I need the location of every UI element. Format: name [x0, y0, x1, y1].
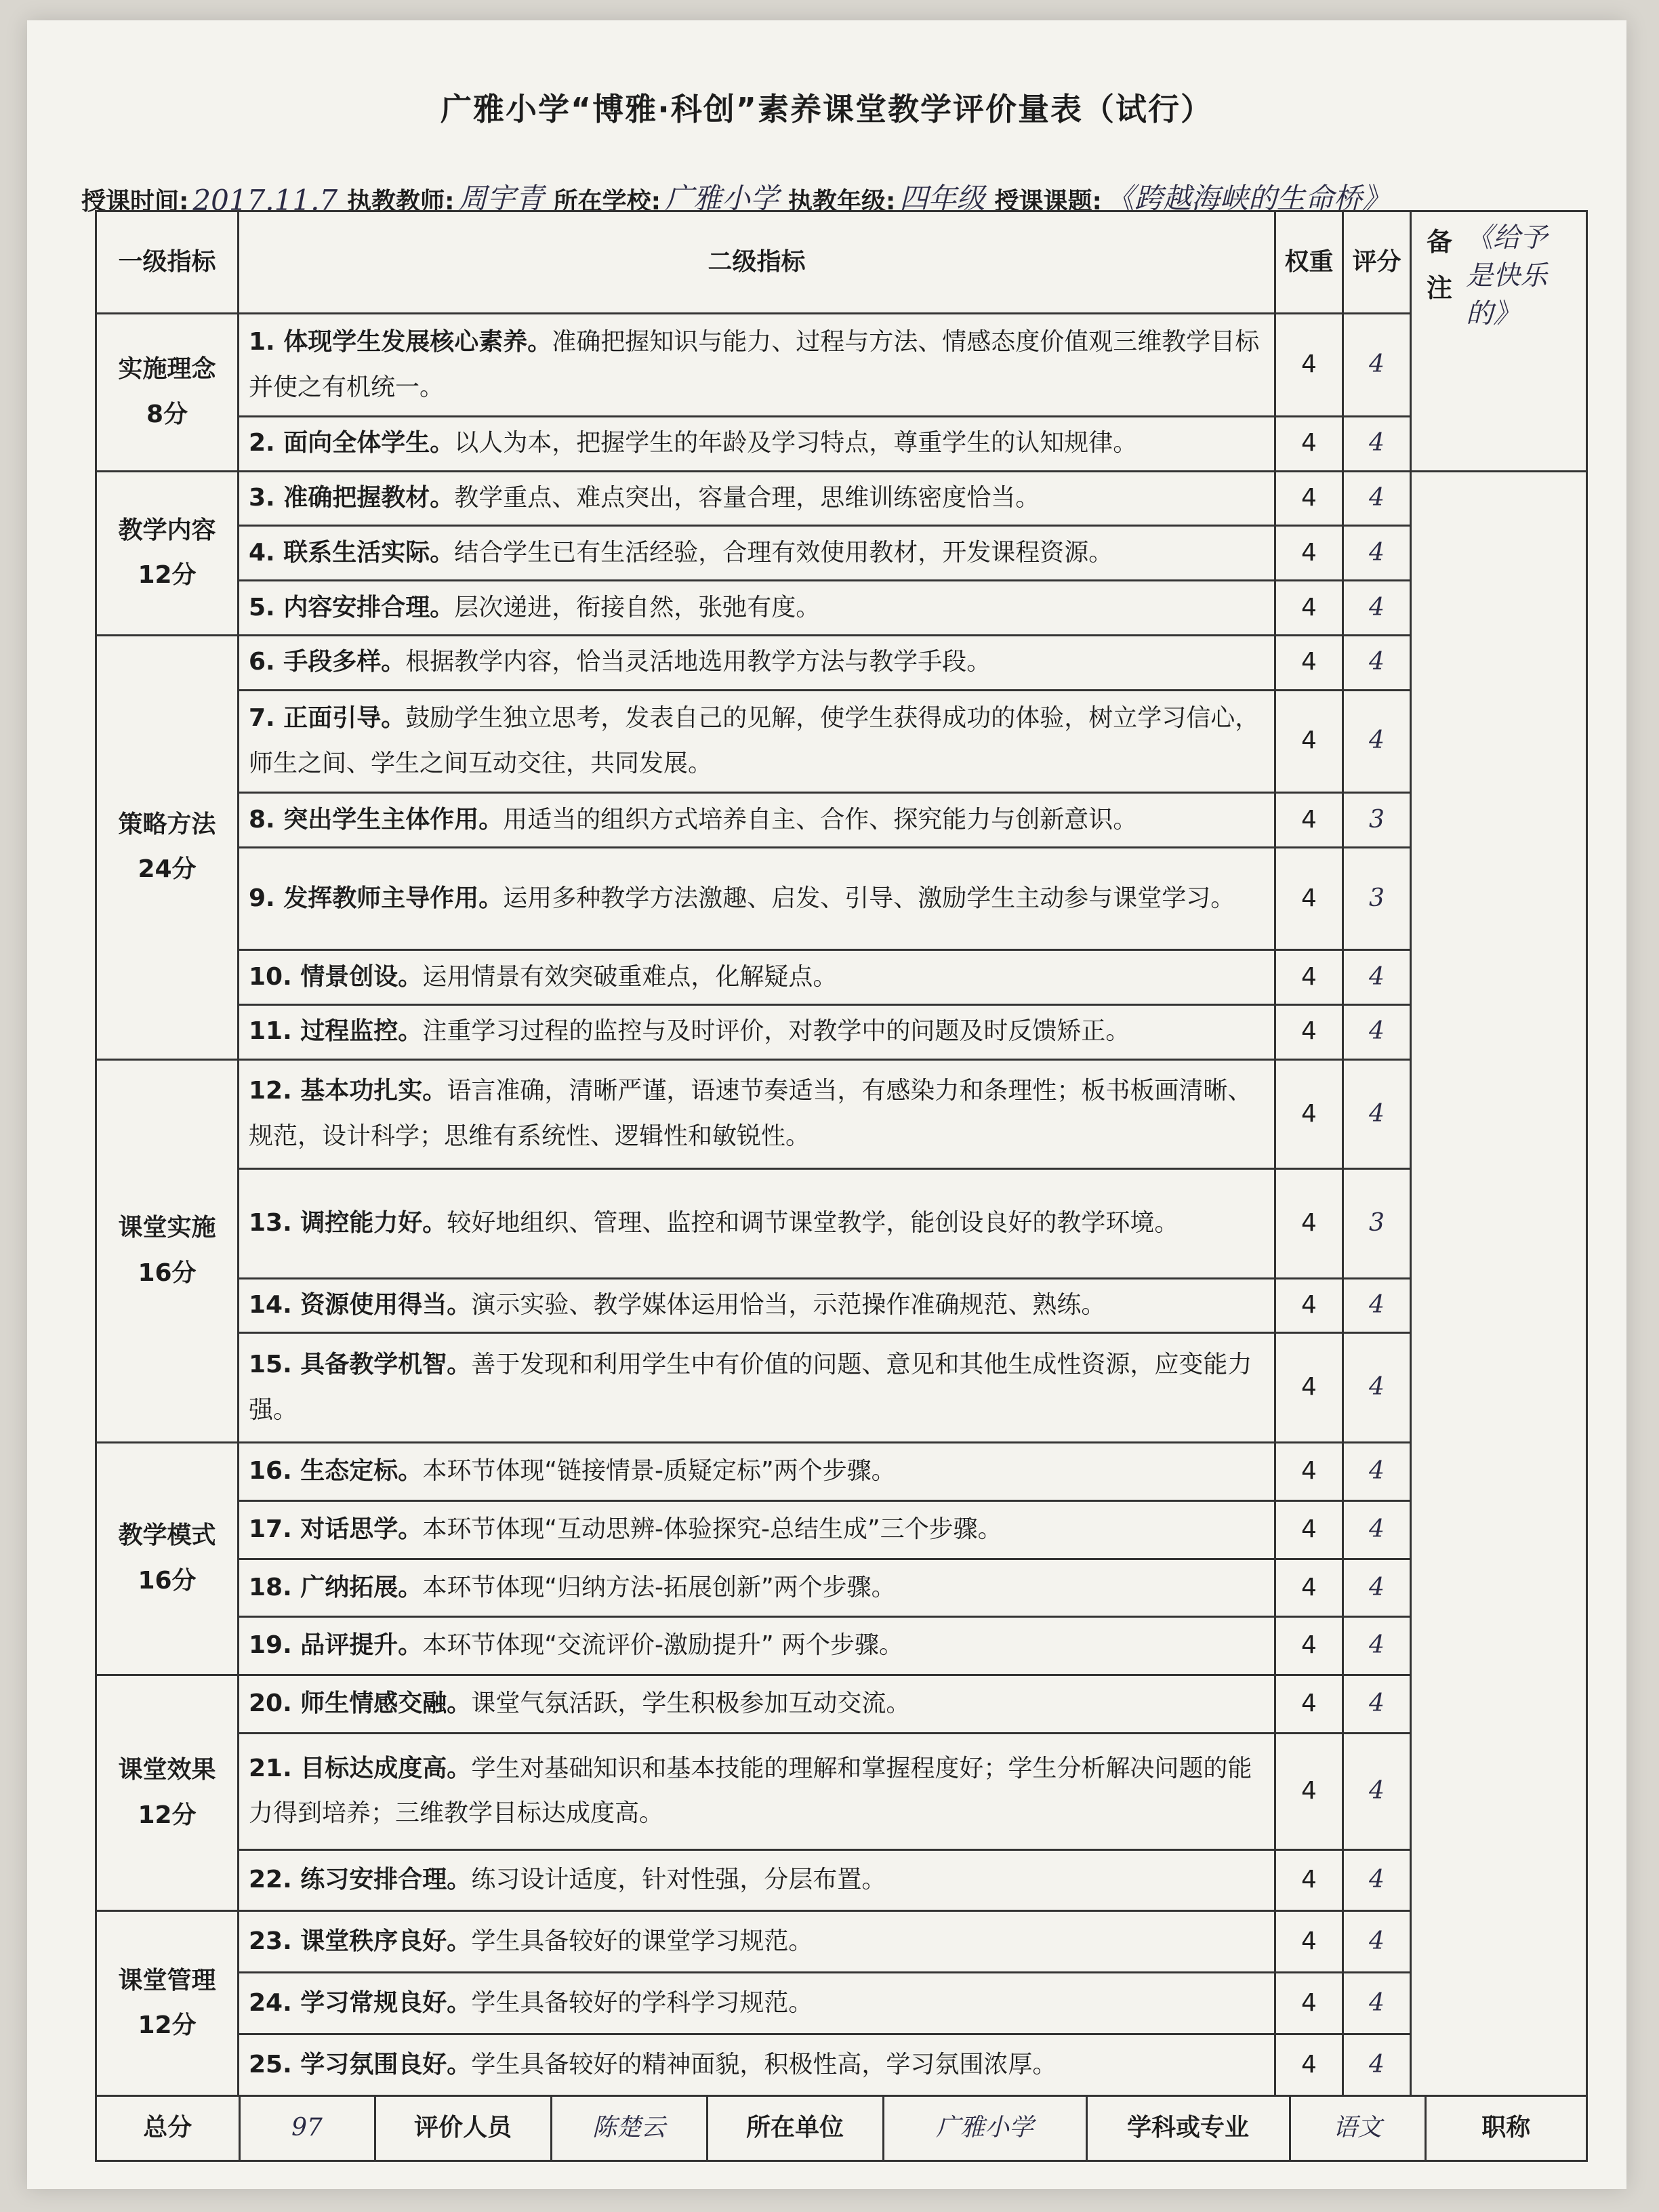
group-name: 策略方法 [118, 810, 216, 838]
teacher-value: 周宇青 [458, 182, 544, 215]
item-text: 层次递进，衔接自然，张弛有度。 [454, 593, 821, 621]
item-score: 4 [1343, 1004, 1411, 1059]
item-title: 3. 准确把握教材。 [249, 484, 455, 512]
item-title: 19. 品评提升。 [249, 1631, 423, 1660]
table-row [96, 950, 1587, 1005]
item-title: 12. 基本功扎实。 [249, 1077, 447, 1105]
item-title: 25. 学习氛围良好。 [249, 2050, 472, 2078]
item-title: 11. 过程监控。 [249, 1017, 423, 1046]
time-label: 授课时间: [81, 188, 189, 216]
table-row [96, 847, 1587, 949]
table-row [96, 581, 1587, 636]
footer-cell [96, 2095, 1587, 2160]
group-points: 12分 [138, 1801, 197, 1829]
item-text: 鼓励学生独立思考，发表自己的见解，使学生获得成功的体验，树立学习信心，师生之间、学生之间互动交往，共同发展。 [249, 704, 1260, 777]
table-row [96, 1004, 1587, 1059]
table-row [96, 1500, 1587, 1559]
item-score: 4 [1343, 1675, 1411, 1734]
evaluator-label: 评价人员 [375, 2097, 551, 2160]
group-name: 教学模式 [118, 1521, 216, 1550]
item-cell [239, 1442, 1275, 1500]
item-score: 4 [1343, 1849, 1411, 1911]
item-score: 4 [1343, 635, 1411, 690]
item-score: 4 [1343, 1559, 1411, 1617]
table-row [96, 1849, 1587, 1911]
grade-value: 四年级 [899, 182, 985, 215]
item-weight: 4 [1275, 2034, 1343, 2096]
item-text: 练习设计适度，针对性强，分层布置。 [471, 1866, 886, 1894]
table-row [96, 1733, 1587, 1849]
item-weight: 4 [1275, 1911, 1343, 1973]
item-text: 根据教学内容，恰当灵活地选用教学方法与教学手段。 [405, 648, 991, 676]
item-cell [239, 581, 1275, 636]
group-points: 16分 [138, 1567, 197, 1595]
item-weight: 4 [1275, 1059, 1343, 1169]
item-title: 1. 体现学生发展核心素养。 [249, 328, 552, 356]
table-row [96, 1911, 1587, 1973]
item-cell [239, 1169, 1275, 1279]
item-text: 注重学习过程的监控与及时评价，对教学中的问题及时反馈矫正。 [422, 1017, 1130, 1046]
group-name: 实施理念 [118, 355, 216, 384]
item-text: 运用情景有效突破重难点，化解疑点。 [422, 962, 838, 991]
total-label: 总分 [97, 2097, 239, 2160]
table-row [96, 471, 1587, 526]
footer-row [96, 2095, 1587, 2160]
item-score: 4 [1343, 950, 1411, 1005]
item-text: 教学重点、难点突出，容量合理，思维训练密度恰当。 [454, 484, 1040, 512]
item-title: 8. 突出学生主体作用。 [249, 805, 504, 834]
group-name: 教学内容 [118, 516, 216, 544]
item-score: 3 [1343, 1169, 1411, 1279]
item-weight: 4 [1275, 1849, 1343, 1911]
group-points: 12分 [138, 2011, 197, 2040]
table-row [96, 526, 1587, 581]
item-title: 7. 正面引导。 [249, 704, 406, 733]
item-score: 3 [1343, 847, 1411, 949]
group-cell [96, 314, 239, 471]
group-cell [96, 1059, 239, 1442]
item-weight: 4 [1275, 1278, 1343, 1333]
item-score: 4 [1343, 1500, 1411, 1559]
table-row [96, 314, 1587, 416]
group-cell [96, 1911, 239, 2096]
item-title: 4. 联系生活实际。 [249, 538, 455, 567]
item-weight: 4 [1275, 1973, 1343, 2034]
time-value: 2017.11.7 [192, 184, 338, 217]
item-weight: 4 [1275, 1442, 1343, 1500]
header-score: 评分 [1343, 211, 1411, 314]
note-handwritten: 《给予是快乐的》 [1466, 222, 1548, 329]
item-weight: 4 [1275, 1500, 1343, 1559]
item-cell [239, 1617, 1275, 1675]
item-cell [239, 1500, 1275, 1559]
group-points: 12分 [138, 561, 197, 590]
item-weight: 4 [1275, 1169, 1343, 1279]
item-weight: 4 [1275, 581, 1343, 636]
item-text: 本环节体现“互动思辨-体验探究-总结生成”三个步骤。 [422, 1515, 1002, 1543]
item-cell [239, 1733, 1275, 1849]
item-cell [239, 314, 1275, 416]
item-score: 4 [1343, 690, 1411, 792]
item-cell [239, 635, 1275, 690]
item-cell [239, 792, 1275, 847]
header-level2: 二级指标 [239, 211, 1275, 314]
total-value: 97 [239, 2097, 375, 2160]
header-row [96, 211, 1587, 314]
group-cell [96, 1675, 239, 1911]
item-title: 15. 具备教学机智。 [249, 1351, 472, 1379]
table-row [96, 416, 1587, 471]
item-score: 4 [1343, 2034, 1411, 2096]
item-score: 3 [1343, 792, 1411, 847]
item-title: 22. 练习安排合理。 [249, 1866, 472, 1894]
grade-label: 执教年级: [788, 188, 896, 216]
group-cell [96, 1442, 239, 1675]
table-row [96, 1442, 1587, 1500]
item-cell [239, 1911, 1275, 1973]
table-row [96, 1169, 1587, 1279]
item-score: 4 [1343, 1278, 1411, 1333]
item-score: 4 [1343, 314, 1411, 416]
item-weight: 4 [1275, 1004, 1343, 1059]
group-cell [96, 471, 239, 635]
item-cell [239, 526, 1275, 581]
group-name: 课堂实施 [118, 1214, 216, 1242]
item-weight: 4 [1275, 471, 1343, 526]
item-score: 4 [1343, 1442, 1411, 1500]
note-column [1411, 471, 1587, 2095]
item-weight: 4 [1275, 1617, 1343, 1675]
item-text: 结合学生已有生活经验，合理有效使用教材，开发课程资源。 [454, 538, 1113, 567]
table-row [96, 792, 1587, 847]
item-weight: 4 [1275, 635, 1343, 690]
item-weight: 4 [1275, 526, 1343, 581]
item-text: 较好地组织、管理、监控和调节课堂教学，能创设良好的教学环境。 [447, 1209, 1179, 1237]
item-text: 以人为本，把握学生的年龄及学习特点，尊重学生的认知规律。 [454, 429, 1138, 457]
item-title: 9. 发挥教师主导作用。 [249, 884, 504, 912]
item-cell [239, 416, 1275, 471]
item-weight: 4 [1275, 792, 1343, 847]
form-title: 广雅小学“博雅·科创”素养课堂教学评价量表（试行） [441, 91, 1213, 127]
item-cell [239, 1278, 1275, 1333]
item-text: 演示实验、教学媒体运用恰当，示范操作准确规范、熟练。 [471, 1291, 1106, 1319]
item-weight: 4 [1275, 416, 1343, 471]
item-weight: 4 [1275, 1675, 1343, 1734]
item-text: 本环节体现“链接情景-质疑定标”两个步骤。 [422, 1457, 896, 1486]
item-weight: 4 [1275, 690, 1343, 792]
group-cell [96, 635, 239, 1059]
item-title: 13. 调控能力好。 [249, 1209, 447, 1237]
item-title: 10. 情景创设。 [249, 962, 423, 991]
item-cell [239, 1973, 1275, 2034]
table-row [96, 690, 1587, 792]
table-row [96, 1278, 1587, 1333]
unit-value: 广雅小学 [883, 2097, 1086, 2160]
teacher-label: 执教教师: [347, 188, 455, 216]
item-text: 用适当的组织方式培养自主、合作、探究能力与创新意识。 [503, 805, 1138, 834]
item-title: 18. 广纳拓展。 [249, 1573, 423, 1601]
item-weight: 4 [1275, 1333, 1343, 1443]
header-note-cell [1411, 211, 1587, 472]
table-row [96, 1675, 1587, 1734]
school-label: 所在学校: [553, 188, 661, 216]
table-row [96, 1617, 1587, 1675]
group-name: 课堂效果 [118, 1756, 216, 1784]
item-score: 4 [1343, 1973, 1411, 2034]
item-score: 4 [1343, 581, 1411, 636]
table-row [96, 1973, 1587, 2034]
subject-label: 学科或专业 [1086, 2097, 1290, 2160]
lesson-info-line [81, 163, 1599, 217]
item-cell [239, 1675, 1275, 1734]
item-cell [239, 1004, 1275, 1059]
item-text: 准确把握知识与能力、过程与方法、情感态度价值观三维教学目标并使之有机统一。 [249, 328, 1260, 401]
item-text: 运用多种教学方法激趣、启发、引导、激励学生主动参与课堂学习。 [503, 884, 1235, 912]
job-title-label: 职称 [1481, 2114, 1531, 2142]
item-cell [239, 1559, 1275, 1617]
item-weight: 4 [1275, 1559, 1343, 1617]
topic-value: 《跨越海峡的生命桥》 [1105, 182, 1391, 215]
item-weight: 4 [1275, 314, 1343, 416]
item-cell [239, 1059, 1275, 1169]
item-text: 学生具备较好的学科学习规范。 [471, 1988, 813, 2017]
header-note: 备注 [1427, 227, 1453, 304]
item-score: 4 [1343, 1733, 1411, 1849]
item-title: 5. 内容安排合理。 [249, 593, 455, 621]
item-title: 14. 资源使用得当。 [249, 1291, 472, 1319]
group-name: 课堂管理 [118, 1966, 216, 1994]
table-row [96, 1333, 1587, 1443]
item-title: 23. 课堂秩序良好。 [249, 1927, 472, 1955]
item-text: 善于发现和利用学生中有价值的问题、意见和其他生成性资源，应变能力强。 [249, 1351, 1252, 1424]
item-title: 16. 生态定标。 [249, 1457, 423, 1486]
unit-label: 所在单位 [707, 2097, 883, 2160]
group-points: 24分 [138, 855, 197, 884]
item-title: 24. 学习常规良好。 [249, 1988, 472, 2017]
item-score: 4 [1343, 1333, 1411, 1443]
item-title: 17. 对话思学。 [249, 1515, 423, 1543]
item-text: 学生具备较好的课堂学习规范。 [471, 1927, 813, 1955]
table-row [96, 2034, 1587, 2096]
item-title: 20. 师生情感交融。 [249, 1689, 472, 1718]
item-text: 本环节体现“交流评价-激励提升” 两个步骤。 [422, 1631, 904, 1660]
item-weight: 4 [1275, 847, 1343, 949]
item-score: 4 [1343, 1911, 1411, 1973]
item-weight: 4 [1275, 1733, 1343, 1849]
table-row [96, 635, 1587, 690]
topic-label: 授课课题: [994, 188, 1102, 216]
item-score: 4 [1343, 1059, 1411, 1169]
item-cell [239, 847, 1275, 949]
item-text: 课堂气氛活跃，学生积极参加互动交流。 [471, 1689, 911, 1718]
evaluation-table [95, 210, 1588, 2162]
evaluator-value: 陈楚云 [551, 2097, 707, 2160]
item-text: 语言准确，清晰严谨，语速节奏适当，有感染力和条理性；板书板画清晰、规范，设计科学；思维有系统性、逻辑性和敏锐性。 [249, 1077, 1252, 1150]
item-cell [239, 471, 1275, 526]
school-value: 广雅小学 [665, 182, 779, 215]
item-title: 2. 面向全体学生。 [249, 429, 455, 457]
item-weight: 4 [1275, 950, 1343, 1005]
subject-value: 语文 [1290, 2097, 1425, 2160]
item-cell [239, 950, 1275, 1005]
item-text: 学生具备较好的精神面貌，积极性高，学习氛围浓厚。 [471, 2050, 1057, 2078]
group-points: 16分 [138, 1258, 197, 1287]
item-title: 21. 目标达成度高。 [249, 1754, 472, 1782]
item-text: 学生对基础知识和基本技能的理解和掌握程度好；学生分析解决问题的能力得到培养；三维教学目标达成度高。 [249, 1754, 1252, 1828]
item-cell [239, 1849, 1275, 1911]
item-score: 4 [1343, 471, 1411, 526]
item-score: 4 [1343, 1617, 1411, 1675]
item-cell [239, 2034, 1275, 2096]
item-cell [239, 690, 1275, 792]
item-cell [239, 1333, 1275, 1443]
item-title: 6. 手段多样。 [249, 648, 406, 676]
header-weight: 权重 [1275, 211, 1343, 314]
table-row [96, 1559, 1587, 1617]
item-score: 4 [1343, 416, 1411, 471]
item-score: 4 [1343, 526, 1411, 581]
table-row [96, 1059, 1587, 1169]
item-text: 本环节体现“归纳方法-拓展创新”两个步骤。 [422, 1573, 896, 1601]
group-points: 8分 [146, 400, 188, 428]
header-level1: 一级指标 [96, 211, 239, 314]
footer-table [97, 2097, 1586, 2160]
evaluation-form-sheet [27, 20, 1626, 2189]
